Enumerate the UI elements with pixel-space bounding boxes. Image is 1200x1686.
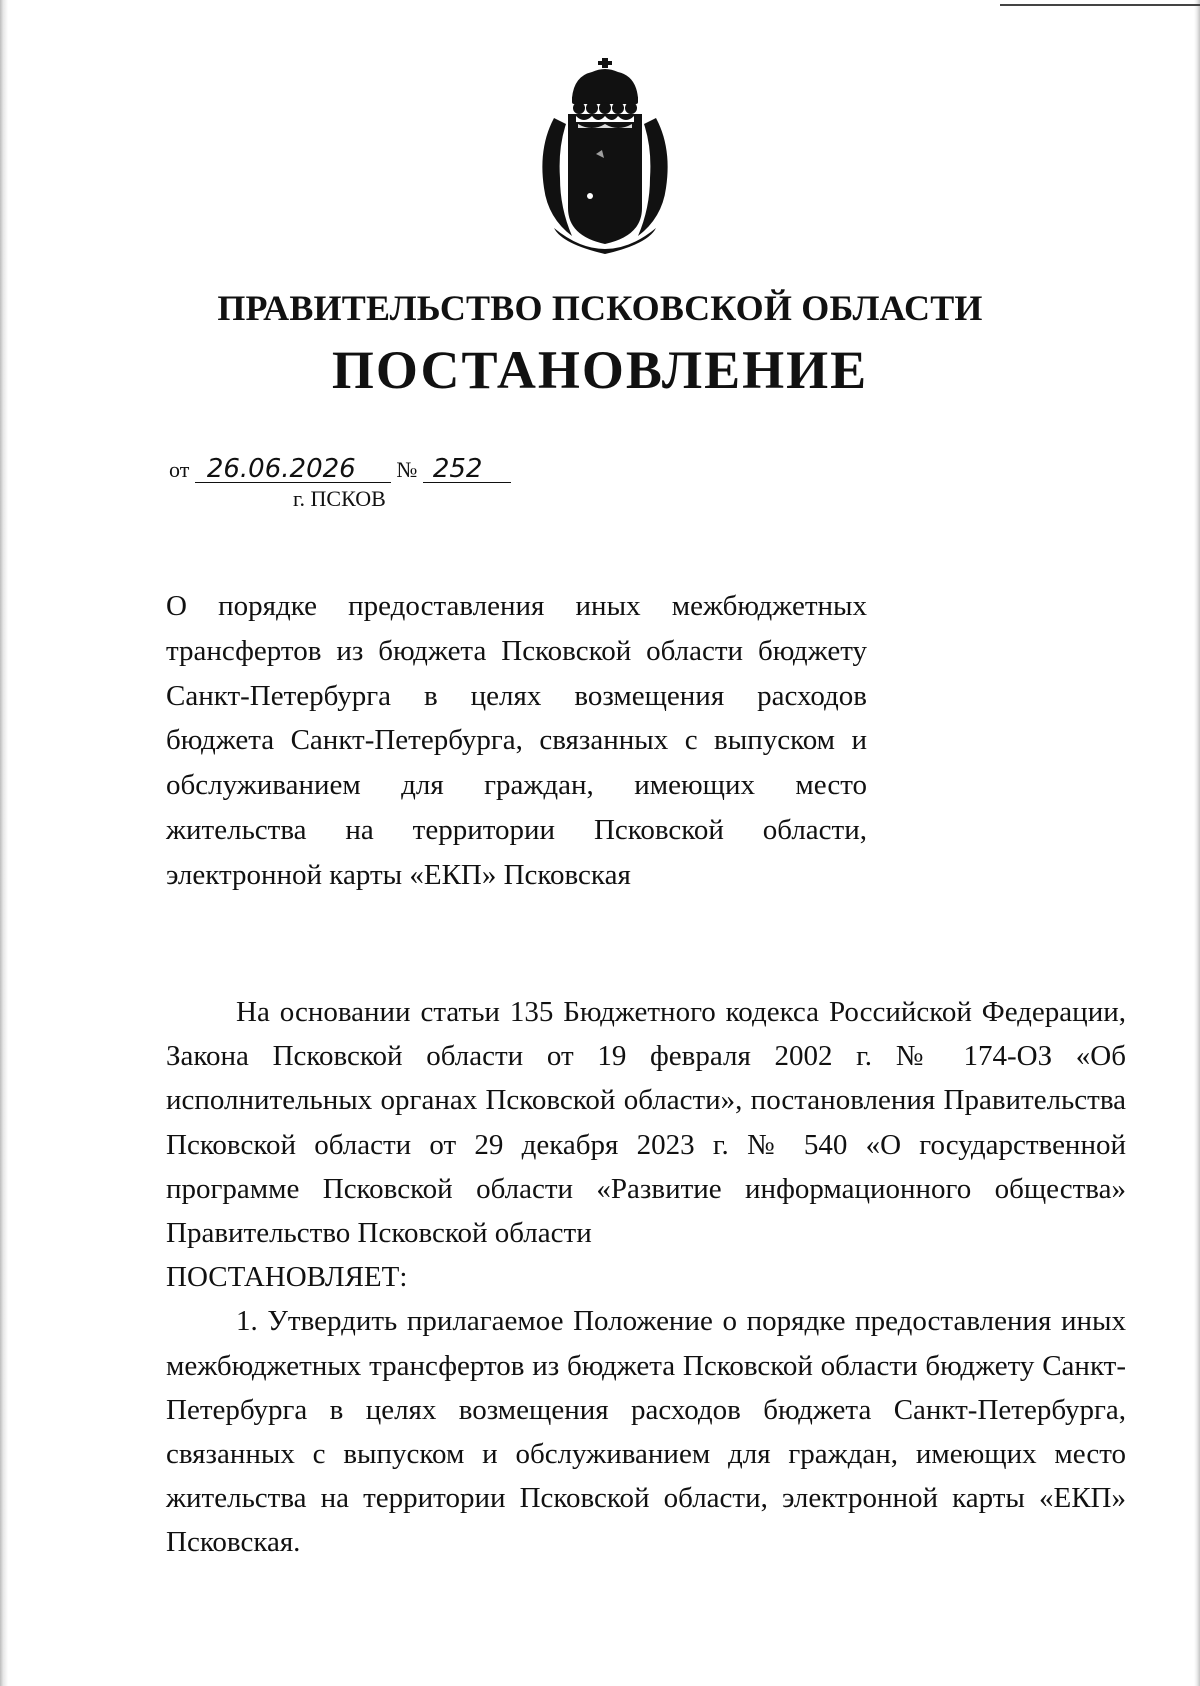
organization-title: ПРАВИТЕЛЬСТВО ПСКОВСКОЙ ОБЛАСТИ: [217, 288, 983, 328]
document-subject: О порядке предоставления иных межбюджетных трансфертов из бюджета Псковской области бюджету Санкт-Петербурга в целях возмещения расходов бюджета Санкт-Петербурга, связанных с выпуском и обслуживанием для граждан, имеющих место жительства на территории Псковской области, электронной карты «ЕКП» Псковская: [166, 590, 867, 891]
preamble-paragraph: [166, 990, 1126, 1299]
date-number-row: [169, 455, 511, 485]
coat-of-arms-icon: [532, 58, 678, 258]
document-date: 26.06.2026: [195, 456, 391, 483]
scan-edge-right: [1194, 0, 1200, 1686]
preamble-text: На основании статьи 135 Бюджетного кодекса Российской Федерации, Закона Псковской области от 19 февраля 2002 г. № 174-ОЗ «Об исполнительных органах Псковской области», постановления Правительства Псковской области от 29 декабря 2023 г. № 540 «О государственной программе Псковской области «Развитие информационного общества» Правительство Псковской области: [166, 996, 1126, 1250]
scan-top-line: [1000, 4, 1200, 6]
document-number: 252: [423, 456, 511, 483]
document-type-title: ПОСТАНОВЛЕНИЕ: [331, 340, 869, 400]
city-label: г. ПСКОВ: [293, 486, 386, 511]
document-body: [166, 990, 1126, 1565]
number-prefix: №: [396, 457, 418, 482]
scan-edge-left: [0, 0, 8, 1686]
item-1-paragraph: 1. Утвердить прилагаемое Положение о порядке предоставления иных межбюджетных трансфертов из бюджета Псковской области бюджету Санкт-Петербурга в целях возмещения расходов бюджета Санкт-Петербурга, связанных с выпуском и обслуживанием для граждан, имеющих место жительства на территории Псковской области, электронной карты «ЕКП» Псковская.: [166, 1305, 1126, 1559]
decree-word: ПОСТАНОВЛЯЕТ:: [166, 1261, 408, 1294]
date-prefix: от: [169, 457, 190, 482]
